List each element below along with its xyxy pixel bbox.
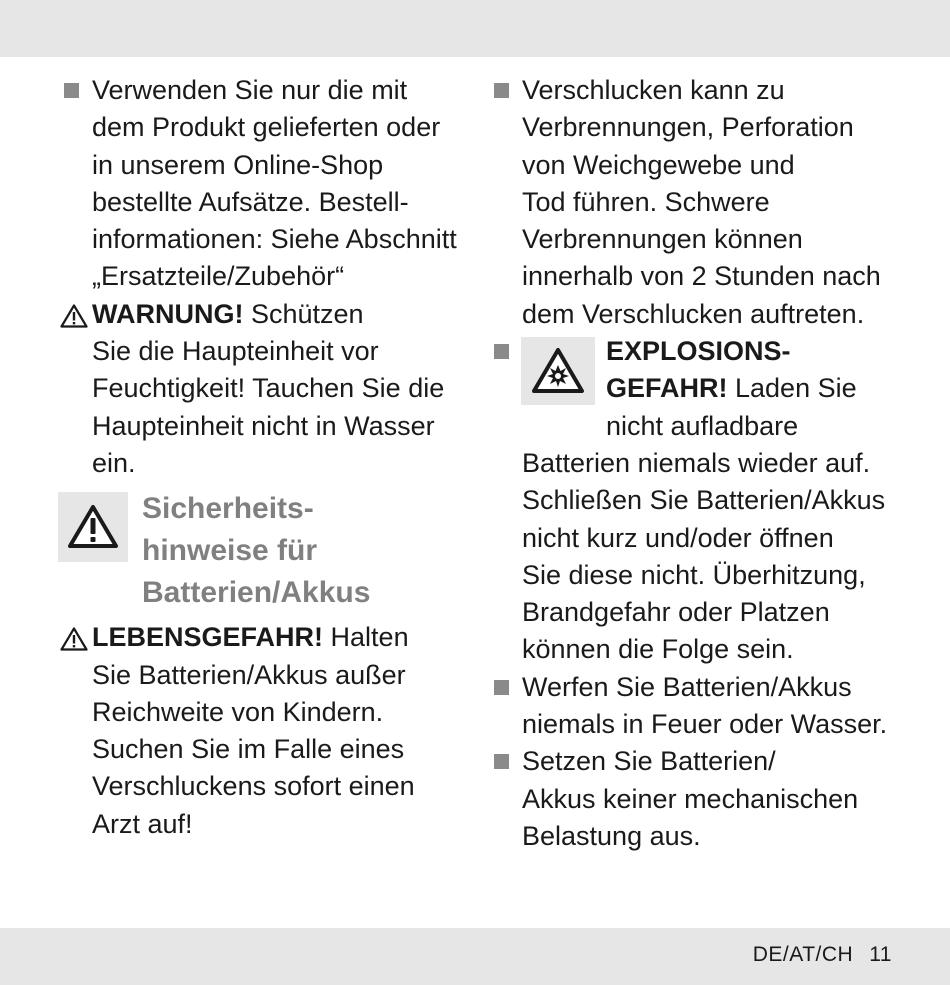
bullet-item-fire: Werfen Sie Batterien/Akkus niemals in Feuer oder Wasser. bbox=[490, 669, 910, 744]
square-bullet-icon bbox=[494, 754, 509, 769]
explosion-warning-box bbox=[521, 337, 595, 405]
warning-triangle-icon bbox=[60, 304, 88, 328]
warning-triangle-icon bbox=[60, 627, 88, 651]
warning-triangle-icon bbox=[67, 504, 119, 550]
square-bullet-icon bbox=[494, 680, 509, 695]
section-warning-box bbox=[58, 492, 128, 562]
warning-moisture: WARNUNG! Schützen Sie die Haupteinheit vor Feuchtigkeit! Tauchen Sie die Haupteinheit nicht in Wasser ein. bbox=[60, 296, 470, 482]
explosion-hazard-icon bbox=[531, 347, 585, 395]
explosion-label: EXPLOSIONS- bbox=[606, 336, 791, 367]
square-bullet-icon bbox=[64, 83, 79, 98]
header-band bbox=[0, 0, 950, 57]
warning-danger-to-life: LEBENSGEFAHR! Halten Sie Batterien/Akkus außer Reichweite von Kindern. Suchen Sie im Falle eines Verschluckens sofort einen Arzt auf! bbox=[60, 619, 470, 843]
bullet-item-swallowing: Verschlucken kann zu Verbrennungen, Perforation von Weichgewebe und Tod führen. Schwere Verbrennungen können innerhalb von 2 Stunden nach dem Verschlucken auftreten. bbox=[490, 72, 910, 333]
square-bullet-icon bbox=[494, 344, 509, 359]
bullet-item-mechanical: Setzen Sie Batterien/ Akkus keiner mechanischen Belastung aus. bbox=[490, 743, 910, 855]
warning-label: WARNUNG! bbox=[92, 298, 244, 329]
page-number: 11 bbox=[869, 943, 892, 966]
left-column bbox=[60, 72, 470, 843]
region-label: DE/AT/CH bbox=[752, 943, 854, 966]
section-title: Sicherheits- hinweise für Batterien/Akkus bbox=[142, 492, 371, 610]
bullet-item-explosion: EXPLOSIONS- GEFAHR! Laden Sie nicht aufladbare Batterien niemals wieder auf. Schließen Sie Batterien/Akkus nicht kurz und/oder öffnen Sie diese nicht. Überhitzung, Brandgefahr oder Platzen können die Folge sein. bbox=[490, 333, 910, 669]
right-column bbox=[490, 72, 910, 855]
section-heading-batteries bbox=[60, 490, 470, 615]
square-bullet-icon bbox=[494, 83, 509, 98]
page-footer bbox=[753, 943, 892, 967]
danger-label: LEBENSGEFAHR! bbox=[92, 622, 324, 653]
bullet-item-attachments: Verwenden Sie nur die mit dem Produkt gelieferten oder in unserem Online-Shop bestellte Aufsätze. Bestell- informationen: Siehe Abschnitt „Ersatzteile/Zubehör“ bbox=[60, 72, 470, 296]
